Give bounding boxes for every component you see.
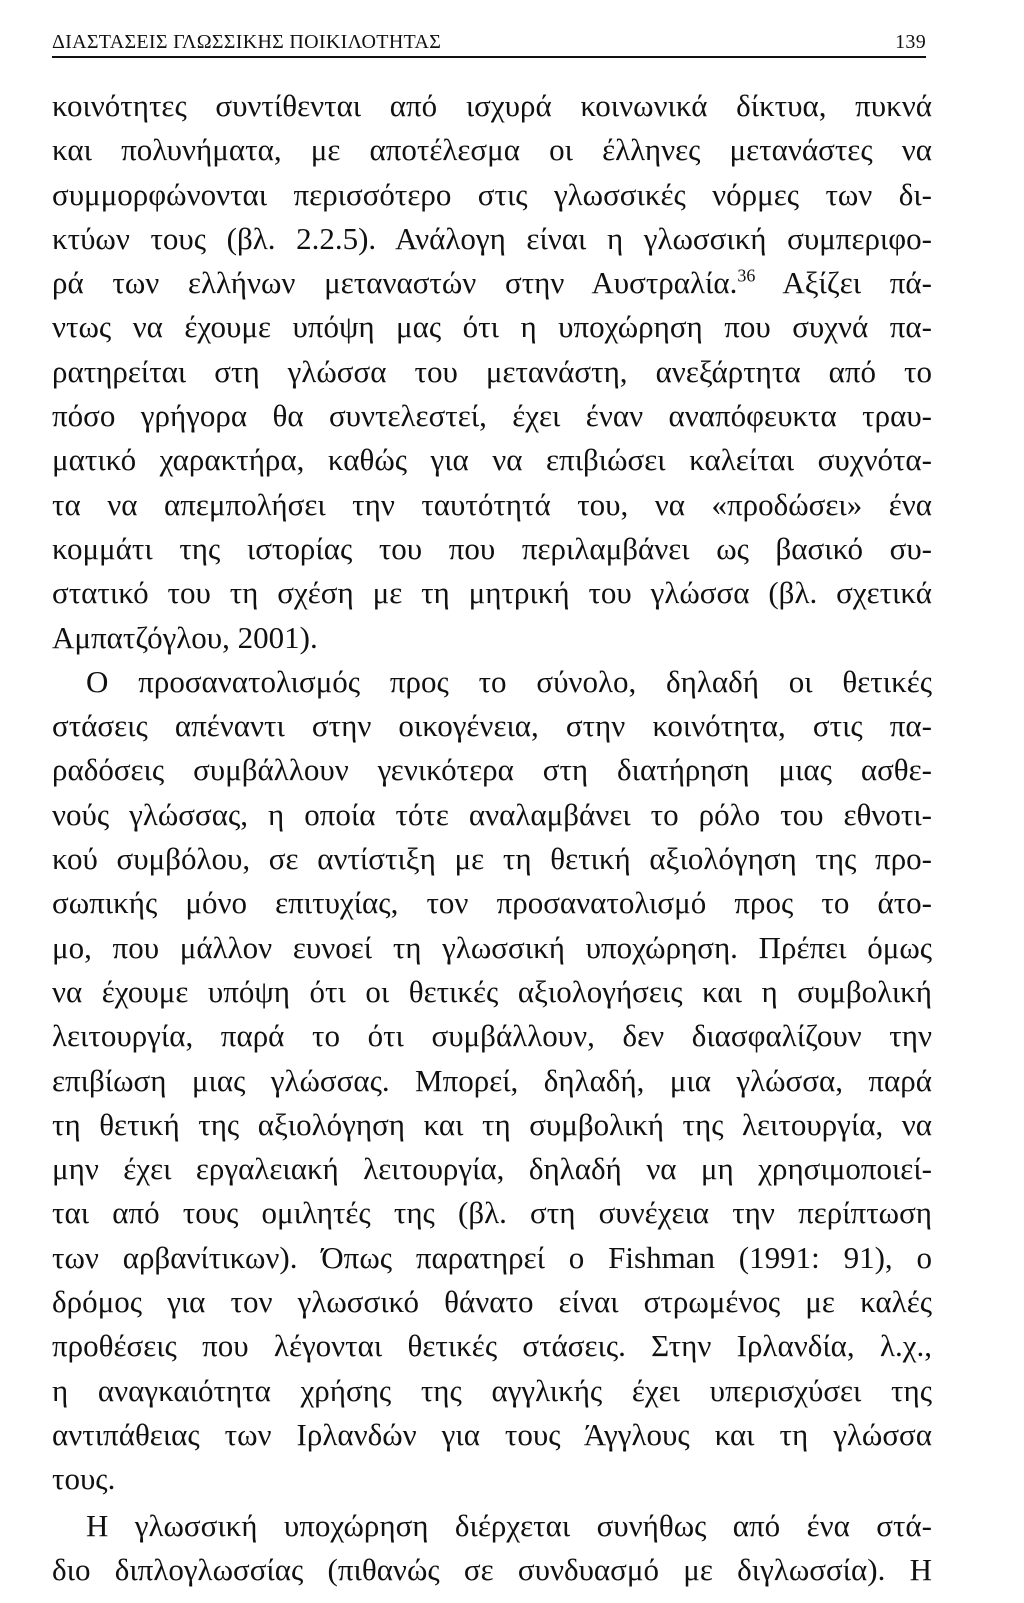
text-line: ματικό χαρακτήρα, καθώς για να επιβιώσει καλείται συχνότα- — [52, 442, 932, 478]
text-line: τη θετική της αξιολόγηση και τη συμβολική της λειτουργία, να — [52, 1106, 932, 1142]
text-line: των αρβανίτικων). Όπως παρατηρεί ο Fishman (1991: 91), ο — [52, 1239, 932, 1275]
text-line: στάσεις απέναντι στην οικογένεια, στην κοινότητα, στις πα- — [52, 708, 932, 744]
text-line: τα να απεμπολήσει την ταυτότητά του, να «προδώσει» ένα — [52, 486, 932, 522]
text-line: επιβίωση μιας γλώσσας. Μπορεί, δηλαδή, μια γλώσσα, παρά — [52, 1062, 932, 1098]
text-line: η αναγκαιότητα χρήσης της αγγλικής έχει υπερισχύσει της — [52, 1372, 932, 1408]
text-line: να έχουμε υπόψη ότι οι θετικές αξιολογήσεις και η συμβολική — [52, 973, 932, 1009]
text-line: μο, που μάλλον ευνοεί τη γλωσσική υποχώρηση. Πρέπει όμως — [52, 929, 932, 965]
text-line: ται από τους ομιλητές της (βλ. στη συνέχεια την περίπτωση — [52, 1195, 932, 1231]
text-line: μην έχει εργαλειακή λειτουργία, δηλαδή να μη χρησιμοποιεί- — [52, 1151, 932, 1187]
body-text — [52, 84, 932, 1592]
text-line — [52, 261, 932, 305]
text-line: δρόμος για τον γλωσσικό θάνατο είναι στρωμένος με καλές — [52, 1284, 932, 1320]
text-line: διο διπλογλωσσίας (πιθανώς σε συνδυασμό με διγλωσσία). Η — [52, 1551, 932, 1587]
text-line: ραδόσεις συμβάλλουν γενικότερα στη διατήρηση μιας ασθε- — [52, 752, 932, 788]
text-line: συμμορφώνονται περισσότερο στις γλωσσικές νόρμες των δι- — [52, 176, 932, 212]
text-line: κτύων τους (βλ. 2.2.5). Ανάλογη είναι η γλωσσική συμπεριφο- — [52, 220, 932, 256]
text-line: πόσο γρήγορα θα συντελεστεί, έχει έναν αναπόφευκτα τραυ- — [52, 398, 932, 434]
text-line: κού συμβόλου, σε αντίστιξη με τη θετική αξιολόγηση της προ- — [52, 841, 932, 877]
text-line: κομμάτι της ιστορίας του που περιλαμβάνει ως βασικό συ- — [52, 530, 932, 566]
text-line: κοινότητες συντίθενται από ισχυρά κοινωνικά δίκτυα, πυκνά — [52, 88, 932, 123]
text-line: αντιπάθειας των Ιρλανδών για τους Άγγλους και τη γλώσσα — [52, 1416, 932, 1452]
text-segment: Αξίζει πά- — [755, 265, 932, 301]
text-line: προθέσεις που λέγονται θετικές στάσεις. Στην Ιρλανδία, λ.χ., — [52, 1328, 932, 1364]
text-line: στατικό του τη σχέση με τη μητρική του γλώσσα (βλ. σχετικά — [52, 575, 932, 611]
text-line: ρατηρείται στη γλώσσα του μετανάστη, ανεξάρτητα από το — [52, 353, 932, 389]
text-line: λειτουργία, παρά το ότι συμβάλλουν, δεν διασφαλίζουν την — [52, 1018, 932, 1054]
paragraph-start-line: Ο προσανατολισμός προς το σύνολο, δηλαδή οι θετικές — [86, 663, 932, 699]
page-number: 139 — [895, 31, 926, 53]
text-line: τους. — [52, 1461, 116, 1497]
footnote-reference: 36 — [737, 265, 756, 286]
text-segment: ρά των ελλήνων μεταναστών στην Αυστραλία. — [52, 265, 738, 301]
running-title: ΔΙΑΣΤΑΣΕΙΣ ΓΛΩΣΣΙΚΗΣ ΠΟΙΚΙΛΟΤΗΤΑΣ — [52, 31, 442, 53]
text-line: Αμπατζόγλου, 2001). — [52, 619, 318, 655]
text-line: και πολυνήματα, με αποτέλεσμα οι έλληνες μετανάστες να — [52, 132, 932, 168]
text-line: σωπικής μόνο επιτυχίας, τον προσανατολισμό προς το άτο- — [52, 885, 932, 921]
text-line: νούς γλώσσας, η οποία τότε αναλαμβάνει το ρόλο του εθνοτι- — [52, 796, 932, 832]
text-line: ντως να έχουμε υπόψη μας ότι η υποχώρηση που συχνά πα- — [52, 309, 932, 345]
running-header — [52, 26, 926, 58]
paragraph-start-line: Η γλωσσική υποχώρηση διέρχεται συνήθως από ένα στά- — [86, 1507, 932, 1543]
